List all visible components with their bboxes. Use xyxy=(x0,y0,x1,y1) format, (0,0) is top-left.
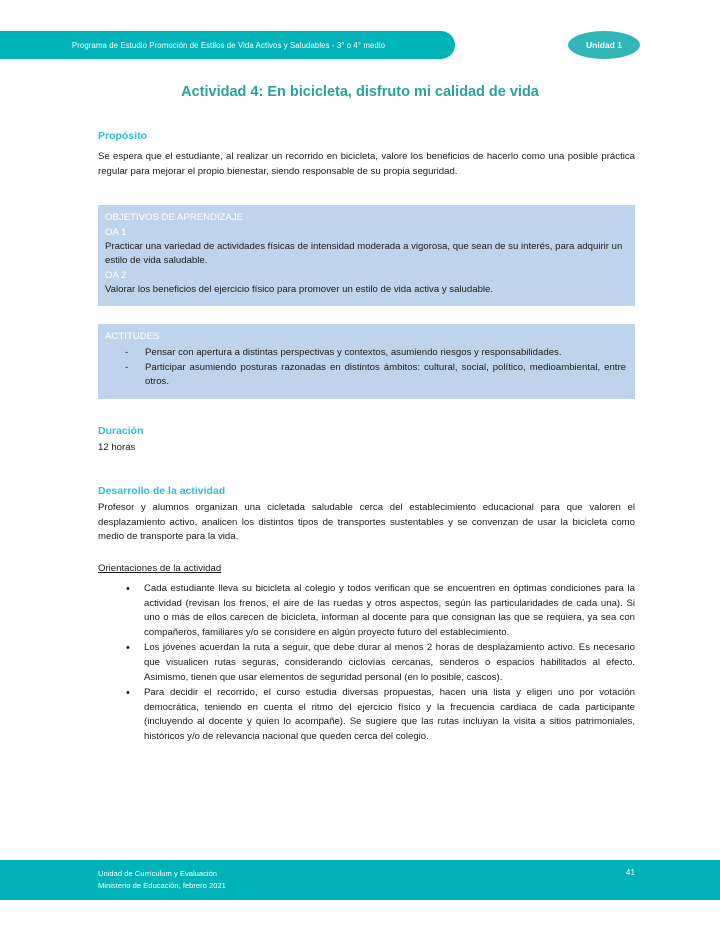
footer-line-2: Ministerio de Educación, febrero 2021 xyxy=(98,880,226,890)
bullet-icon: • xyxy=(126,687,130,700)
dash-bullet-icon: - xyxy=(125,347,129,359)
oa2-text: Valorar los beneficios del ejercicio físico para promover un estilo de vida activa y saludable. xyxy=(105,283,494,295)
duracion-value: 12 horas xyxy=(98,441,136,453)
list-item xyxy=(98,641,635,685)
section-orientaciones xyxy=(98,563,635,744)
footer-institution xyxy=(98,868,226,891)
actitudes-box xyxy=(98,324,635,399)
oa1-text: Practicar una variedad de actividades físicas de intensidad moderada a vigorosa, que sean de su interés, para adquirir un estilo de vida saludable. xyxy=(105,241,623,267)
orientacion-text: Los jóvenes acuerdan la ruta a seguir, que debe durar al menos 2 horas de desplazamiento activo. Es necesario que visualicen rutas seguras, considerando ciclovías cercanas, senderos o espacios habilitados al efecto. Asimismo, tienen que usar elementos de seguridad personal (en lo posible, cascos). xyxy=(144,642,635,683)
duracion-heading: Duración xyxy=(98,424,144,437)
bullet-icon: • xyxy=(126,583,130,596)
proposito-text: Se espera que el estudiante, al realizar un recorrido en bicicleta, valore los beneficios de hacerlo como una posible práctica regular para mejorar el propio bienestar, siendo responsable de su propia seguridad. xyxy=(98,151,635,177)
list-item xyxy=(98,686,635,744)
program-banner xyxy=(0,31,455,59)
desarrollo-text: Profesor y alumnos organizan una cicletada saludable cerca del establecimiento educacional para que valoren el desplazamiento activo, analicen los distintos tipos de transportes sustentables y se convenzan de usar la bicicleta como medio de transporte para la vida. xyxy=(98,502,635,543)
desarrollo-heading: Desarrollo de la actividad xyxy=(98,485,226,498)
objetivos-box-title: OBJETIVOS DE APRENDIZAJE xyxy=(105,212,244,224)
oa1-code: OA 1 xyxy=(105,227,127,239)
actitudes-box-title: ACTITUDES xyxy=(105,331,160,343)
objetivos-box xyxy=(98,205,635,306)
bullet-icon: • xyxy=(126,642,130,655)
orientacion-text: Para decidir el recorrido, el curso estudia diversas propuestas, hacen una lista y eligen uno por votación democrática, teniendo en cuenta el ritmo del ejercicio físico y la frecuencia cardiaca de cada participante (incluyendo al docente y quien lo acompañe). Se sugiere que las rutas incluyan la visita a sitios patrimoniales, históricos y/o de relevancia nacional que queden cerca del colegio. xyxy=(144,687,635,742)
section-desarrollo xyxy=(98,485,635,545)
proposito-heading: Propósito xyxy=(98,130,147,142)
page-number: 41 xyxy=(625,868,635,877)
program-banner-text: Programa de Estudio Promoción de Estilos de Vida Activos y Saludables - 3° o 4° medio xyxy=(71,40,386,50)
section-proposito xyxy=(98,130,635,179)
list-item xyxy=(105,361,626,390)
page-title: Actividad 4: En bicicleta, disfruto mi calidad de vida xyxy=(181,84,539,100)
section-duracion xyxy=(98,425,635,456)
oa2-code: OA 2 xyxy=(105,269,127,281)
page-footer xyxy=(0,860,720,900)
list-item xyxy=(105,346,626,361)
orientacion-text: Cada estudiante lleva su bicicleta al colegio y todos verifican que se encuentren en óptimas condiciones para la actividad (revisan los frenos, el aire de las ruedas y otros aspectos, según las particularidades de cada una). Si uno o más de ellos carecen de bicicleta, informan al docente para que consignan las que se requiera, ya sea con compañeros, familiares y/o se considere en algún proyecto futuro del establecimiento. xyxy=(144,583,635,638)
actitud-text: Pensar con apertura a distintas perspectivas y contextos, asumiendo riesgos y responsabilidades. xyxy=(145,347,562,359)
document-content xyxy=(98,130,635,745)
actitudes-list xyxy=(105,346,626,390)
dash-bullet-icon: - xyxy=(125,361,129,373)
unit-badge-label: Unidad 1 xyxy=(586,40,622,50)
footer-line-1: Unidad de Currículum y Evaluación xyxy=(98,869,218,878)
orientaciones-heading: Orientaciones de la actividad xyxy=(98,563,222,575)
unit-badge xyxy=(568,31,640,59)
actitud-text: Participar asumiendo posturas razonadas en distintos ámbitos: cultural, social, político, medioambiental, entre otros. xyxy=(145,361,626,388)
list-item xyxy=(98,582,635,640)
orientaciones-list xyxy=(98,582,635,744)
page-header xyxy=(0,31,720,59)
